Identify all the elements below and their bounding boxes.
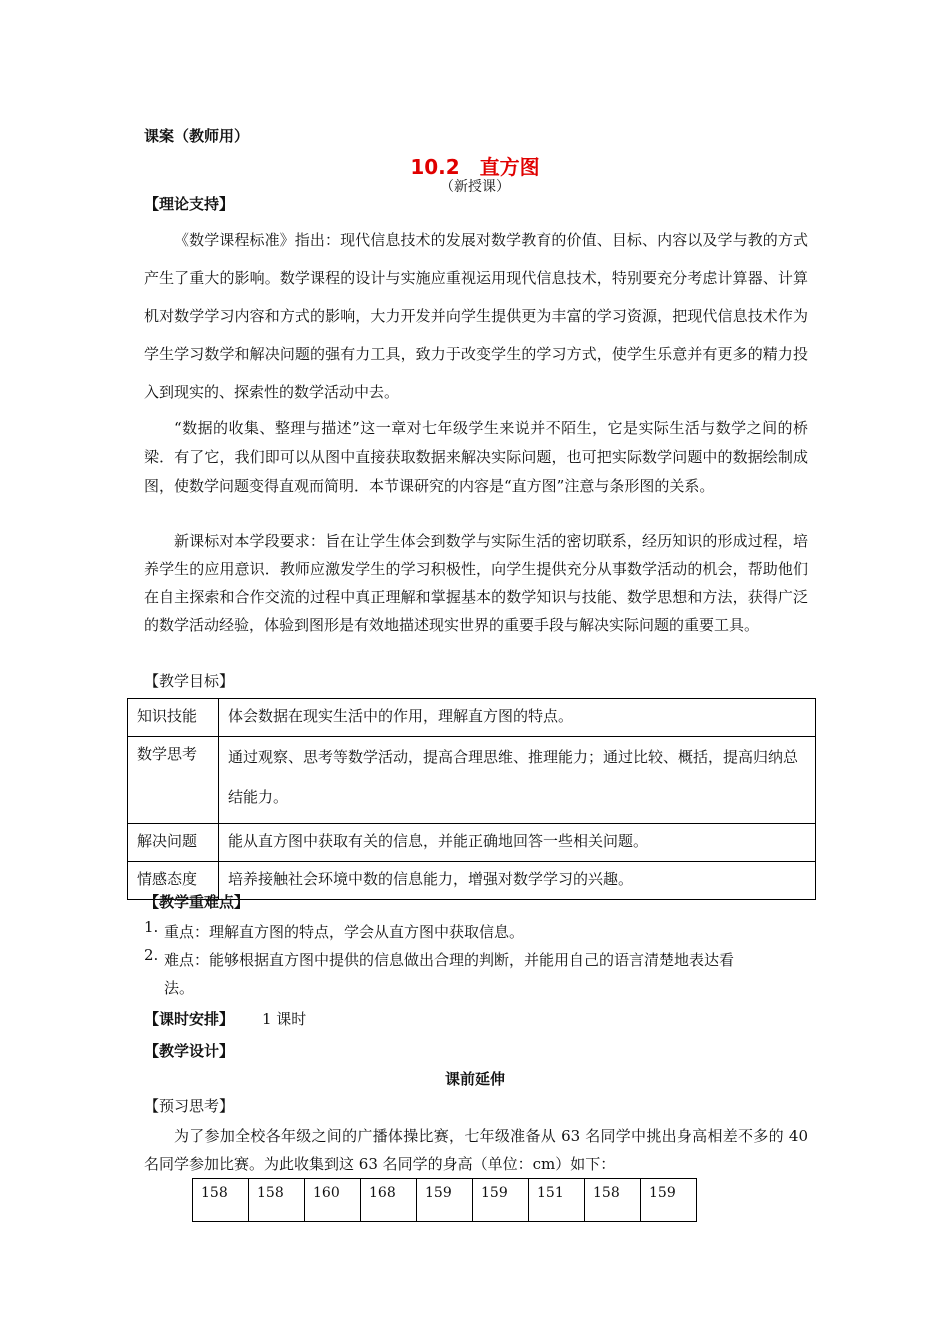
height-cell: 160	[305, 1179, 361, 1222]
goal-value: 体会数据在现实生活中的作用，理解直方图的特点。	[219, 699, 816, 737]
table-row	[128, 699, 816, 737]
height-cell: 168	[361, 1179, 417, 1222]
list-item	[144, 918, 808, 948]
goal-key: 知识技能	[128, 699, 219, 737]
height-cell: 159	[473, 1179, 529, 1222]
preview-text: 为了参加全校各年级之间的广播体操比赛，七年级准备从 63 名同学中挑出身高相差不多的 40 名同学参加比赛。为此收集到这 63 名同学的身高（单位：cm）如下：	[144, 1127, 808, 1173]
list-number: 2.	[144, 946, 159, 964]
height-cell: 158	[193, 1179, 249, 1222]
table-row	[193, 1179, 697, 1222]
key-points-heading: 【教学重难点】	[144, 893, 250, 911]
heights-table	[192, 1178, 697, 1222]
design-heading: 【教学设计】	[144, 1042, 235, 1060]
height-cell: 151	[529, 1179, 585, 1222]
schedule-value: 1 课时	[262, 1010, 307, 1028]
goal-value: 培养接触社会环境中数的信息能力，增强对数学学习的兴趣。	[219, 862, 816, 900]
goal-key: 解决问题	[128, 824, 219, 862]
theory-paragraph-3: 新课标对本学段要求：旨在让学生体会到数学与实际生活的密切联系，经历知识的形成过程，培养学生的应用意识．教师应激发学生的学习积极性，向学生提供充分从事数学活动的机会，帮助他们在自主探索和合作交流的过程中真正理解和掌握基本的数学知识与技能、数学思想和方法，获得广泛的数学活动经验，体验到图形是有效地描述现实世界的重要手段与解决实际问题的重要工具。	[144, 532, 808, 634]
pre-class-title: 课前延伸	[444, 1070, 505, 1088]
theory-paragraph-1: 《数学课程标准》指出：现代信息技术的发展对数学教育的价值、目标、内容以及学与教的方式产生了重大的影响。数学课程的设计与实施应重视运用现代信息技术，特别要充分考虑计算器、计算机对数学学习内容和方式的影响，大力开发并向学生提供更为丰富的学习资源，把现代信息技术作为学生学习数学和解决问题的强有力工具，致力于改变学生的学习方式，使学生乐意并有更多的精力投入到现实的、探索性的数学活动中去。	[144, 231, 808, 401]
table-row	[128, 824, 816, 862]
theory-heading: 【理论支持】	[144, 195, 235, 213]
goal-key: 数学思考	[128, 737, 219, 824]
list-text: 难点：能够根据直方图中提供的信息做出合理的判断，并能用自己的语言清楚地表达看法。	[164, 951, 735, 997]
table-row	[128, 737, 816, 824]
list-number: 1.	[144, 918, 159, 936]
goal-value: 能从直方图中获取有关的信息，并能正确地回答一些相关问题。	[219, 824, 816, 862]
schedule-heading: 【课时安排】	[144, 1010, 235, 1028]
document-type-label: 课案（教师用）	[144, 127, 250, 145]
height-cell: 159	[641, 1179, 697, 1222]
goal-value: 通过观察、思考等数学活动，提高合理思维、推理能力；通过比较、概括，提高归纳总结能力。	[219, 737, 816, 824]
height-cell: 159	[417, 1179, 473, 1222]
preview-heading: 【预习思考】	[144, 1097, 235, 1115]
height-cell: 158	[249, 1179, 305, 1222]
goal-key: 情感态度	[128, 862, 219, 900]
goals-heading: 【教学目标】	[144, 672, 235, 690]
teaching-goals-table	[127, 698, 816, 900]
list-item	[144, 946, 808, 1006]
lesson-subtitle: （新授课）	[440, 179, 510, 195]
list-text: 重点：理解直方图的特点，学会从直方图中获取信息。	[164, 923, 525, 941]
lesson-title: 10.2 直方图	[410, 155, 540, 179]
height-cell: 158	[585, 1179, 641, 1222]
theory-paragraph-2: “数据的收集、整理与描述”这一章对七年级学生来说并不陌生，它是实际生活与数学之间的桥梁．有了它，我们即可以从图中直接获取数据来解决实际问题，也可把实际数学问题中的数据绘制成图，使数学问题变得直观而简明．本节课研究的内容是“直方图”注意与条形图的关系。	[144, 419, 808, 495]
